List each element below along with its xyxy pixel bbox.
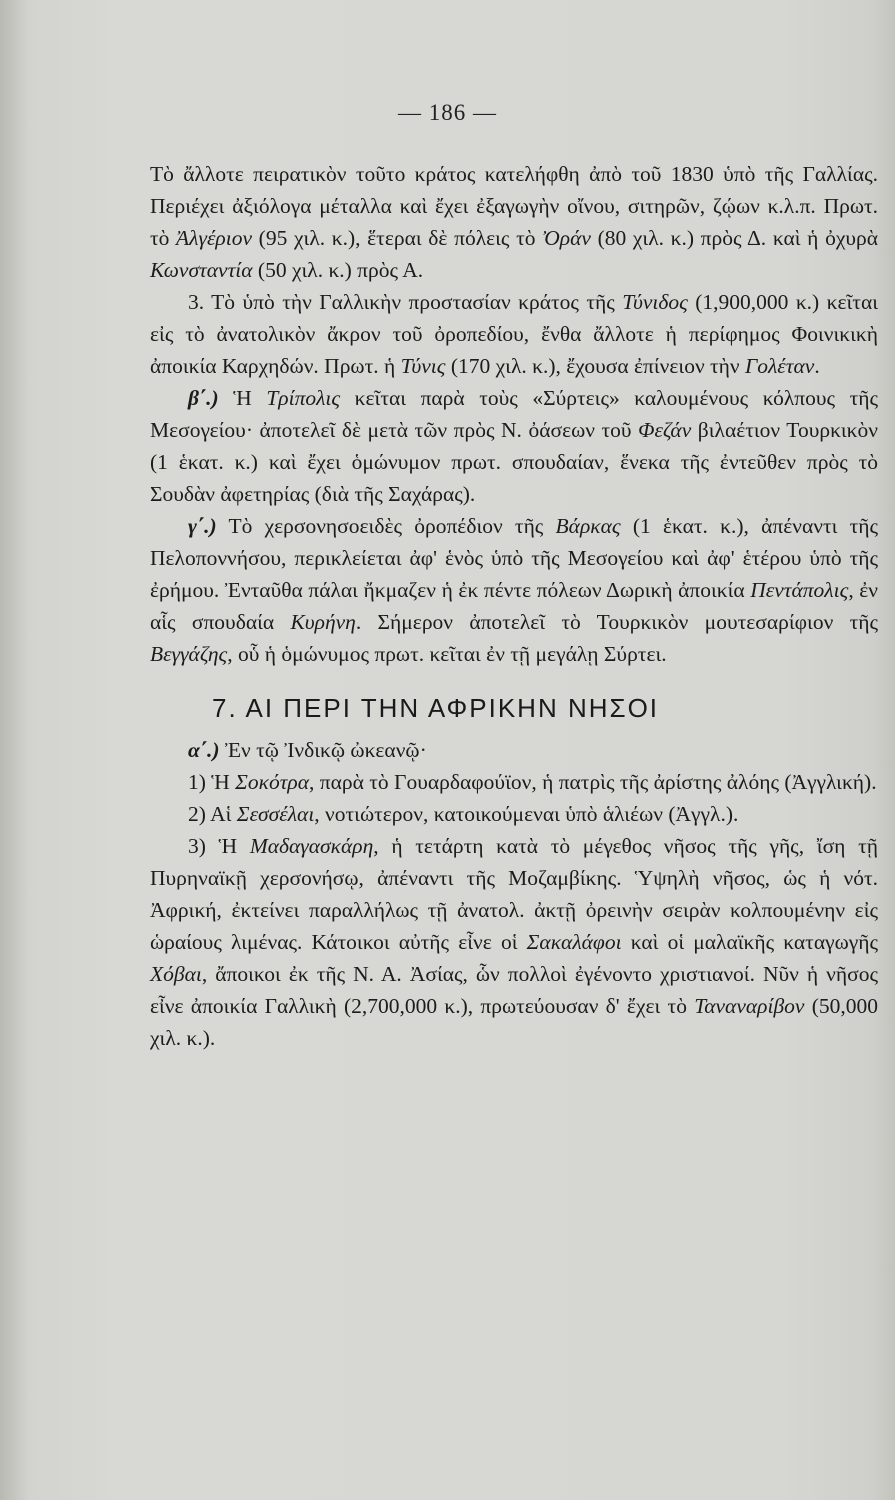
- text-run: Ἡ: [218, 386, 267, 410]
- text-run: (80 χιλ. κ.) πρὸς Δ. καὶ ἡ ὀχυρὰ: [590, 226, 878, 250]
- place-name: Σεσσέλαι: [236, 802, 315, 826]
- place-name: Ταναναρίβον: [694, 994, 805, 1018]
- text-run: , ἡ τετάρτη κατὰ τὸ μέγεθος νῆσος τῆς γῆς, ἴση τῇ Πυρηναϊκῇ χερσονήσῳ, ἀπέναντι τῆς Μοζαμβίκης. Ὑψηλὴ νῆσος, ὡς ἡ νότ. Ἀφρική, ἐκτείνει παραλλήλως τῇ ἀνατολ. ἀκτῇ ὀρεινὴν σειρὰν κολπουμένην εἰς ὡραίους λιμένας. Κάτοικοι αὐτῆς εἶνε οἱ: [150, 834, 878, 954]
- text-run: . Σήμερον ἀποτελεῖ τὸ Τουρκικὸν μουτεσαρίφιον τῆς: [355, 610, 878, 634]
- place-name: Σακαλάφοι: [526, 930, 622, 954]
- text-run: 3) Ἡ: [188, 834, 250, 858]
- text-run: (95 χιλ. κ.), ἕτεραι δὲ πόλεις τὸ: [252, 226, 543, 250]
- text-run: 1) Ἡ: [188, 770, 236, 794]
- place-name: Ὀράν: [542, 226, 591, 250]
- place-name: Ἀλγέριον: [176, 226, 253, 250]
- text-run: Τὸ ἄλλοτε πειρατικὸν τοῦτο κράτος κατελήφθη ἀπὸ τοῦ 1830 ὑπὸ τῆς Γαλλίας. Περιέχει ἀξιόλογα μέταλλα καὶ ἔχει ἐξαγωγὴν οἴνου, σιτηρῶν, ζῴων κ.λ.π. Πρωτ. τὸ: [150, 162, 878, 250]
- paragraph-barca: [150, 510, 878, 670]
- text-run: , ἄποικοι ἐκ τῆς Ν. Α. Ἀσίας, ὧν πολλοὶ ἐγένοντο χριστιανοί. Νῦν ἡ νῆσος εἶνε ἀποικία Γαλλικὴ (2,700,000 κ.), πρωτεύουσαν δ' ἔχει τὸ: [150, 962, 878, 1018]
- text-run: (170 χιλ. κ.), ἔχουσα ἐπίνειον τὴν: [445, 354, 746, 378]
- place-name: Κυρήνη: [290, 610, 356, 634]
- text-run: , ἐν αἷς σπουδαία: [150, 578, 879, 634]
- paragraph-seychelles: [150, 798, 878, 830]
- text-run: , οὗ ἡ ὁμώνυμος πρωτ. κεῖται ἐν τῇ μεγάλῃ Σύρτει.: [227, 642, 667, 666]
- page-body: [150, 158, 878, 1054]
- place-name: Γολέταν: [745, 354, 815, 378]
- text-run: Τὸ χερσονησοειδὲς ὀροπέδιον τῆς: [216, 514, 556, 538]
- text-run: 3. Τὸ ὑπὸ τὴν Γαλλικὴν προστασίαν κράτος τῆς: [188, 290, 623, 314]
- text-run: .: [814, 354, 820, 378]
- place-name: Μαδαγασκάρη: [249, 834, 374, 858]
- place-name: Βεγγάζης: [150, 642, 228, 666]
- page-number: — 186 —: [398, 100, 497, 125]
- place-name: Πεντάπολις: [750, 578, 849, 602]
- list-marker: γ΄.): [188, 514, 217, 538]
- text-run: (50 χιλ. κ.) πρὸς Α.: [252, 258, 424, 282]
- place-name: Φεζάν: [638, 418, 692, 442]
- paragraph-madagascar: [150, 830, 878, 1054]
- text-run: (1,900,000 κ.) κεῖται εἰς τὸ ἀνατολικὸν ἄκρον τοῦ ὀροπεδίου, ἔνθα ἄλλοτε ἡ περίφημος Φοινικικὴ ἀποικία Καρχηδών. Πρωτ. ἡ: [150, 290, 878, 378]
- text-run: Ἐν τῷ Ἰνδικῷ ὠκεανῷ·: [219, 738, 427, 762]
- place-name: Βάρκας: [555, 514, 621, 538]
- text-run: κεῖται παρὰ τοὺς «Σύρτεις» καλουμένους κόλπους τῆς Μεσογείου· ἀποτελεῖ δὲ μετὰ τῶν πρὸς Ν. ὀάσεων τοῦ: [150, 386, 878, 442]
- place-name: Χόβαι: [150, 962, 202, 986]
- paragraph-tunis: [150, 286, 878, 382]
- place-name: Κωνσταντία: [150, 258, 253, 282]
- list-marker: α΄.): [188, 738, 220, 762]
- paragraph-tripoli: [150, 382, 878, 510]
- place-name: Τρίπολις: [266, 386, 341, 410]
- text-run: , νοτιώτερον, κατοικούμεναι ὑπὸ ἁλιέων (Ἀγγλ.).: [314, 802, 739, 826]
- text-run: , παρὰ τὸ Γουαρδαφούϊον, ἡ πατρὶς τῆς ἀρίστης ἀλόης (Ἀγγλική).: [309, 770, 877, 794]
- text-run: καὶ οἱ μαλαϊκῆς καταγωγῆς: [621, 930, 878, 954]
- section-heading: 7. ΑΙ ΠΕΡΙ ΤΗΝ ΑΦΡΙΚΗΝ ΝΗΣΟΙ: [212, 693, 660, 723]
- place-name: Τύνιδος: [622, 290, 688, 314]
- text-run: (50,000 χιλ. κ.).: [150, 994, 878, 1050]
- text-run: 2) Αἱ: [188, 802, 237, 826]
- paragraph-indian-ocean: [150, 734, 878, 766]
- text-run: (1 ἑκατ. κ.), ἀπέναντι τῆς Πελοποννήσου, περικλείεται ἀφ' ἑνὸς ὑπὸ τῆς Μεσογείου καὶ ἀφ' ἑτέρου ὑπὸ τῆς ἐρήμου. Ἐνταῦθα πάλαι ἤκμαζεν ἡ ἐκ πέντε πόλεων Δωρικὴ ἀποικία: [150, 514, 878, 602]
- list-marker: β΄.): [188, 386, 219, 410]
- place-name: Τύνις: [400, 354, 446, 378]
- paragraph-socotra: [150, 766, 878, 798]
- text-run: βιλαέτιον Τουρκικὸν (1 ἑκατ. κ.) καὶ ἔχει ὁμώνυμον πρωτ. σπουδαίαν, ἕνεκα τῆς ἐντεῦθεν πρὸς τὸ Σουδὰν ἀφετηρίας (διὰ τῆς Σαχάρας).: [150, 418, 878, 506]
- paragraph-algeria: [150, 158, 878, 286]
- place-name: Σοκότρα: [235, 770, 310, 794]
